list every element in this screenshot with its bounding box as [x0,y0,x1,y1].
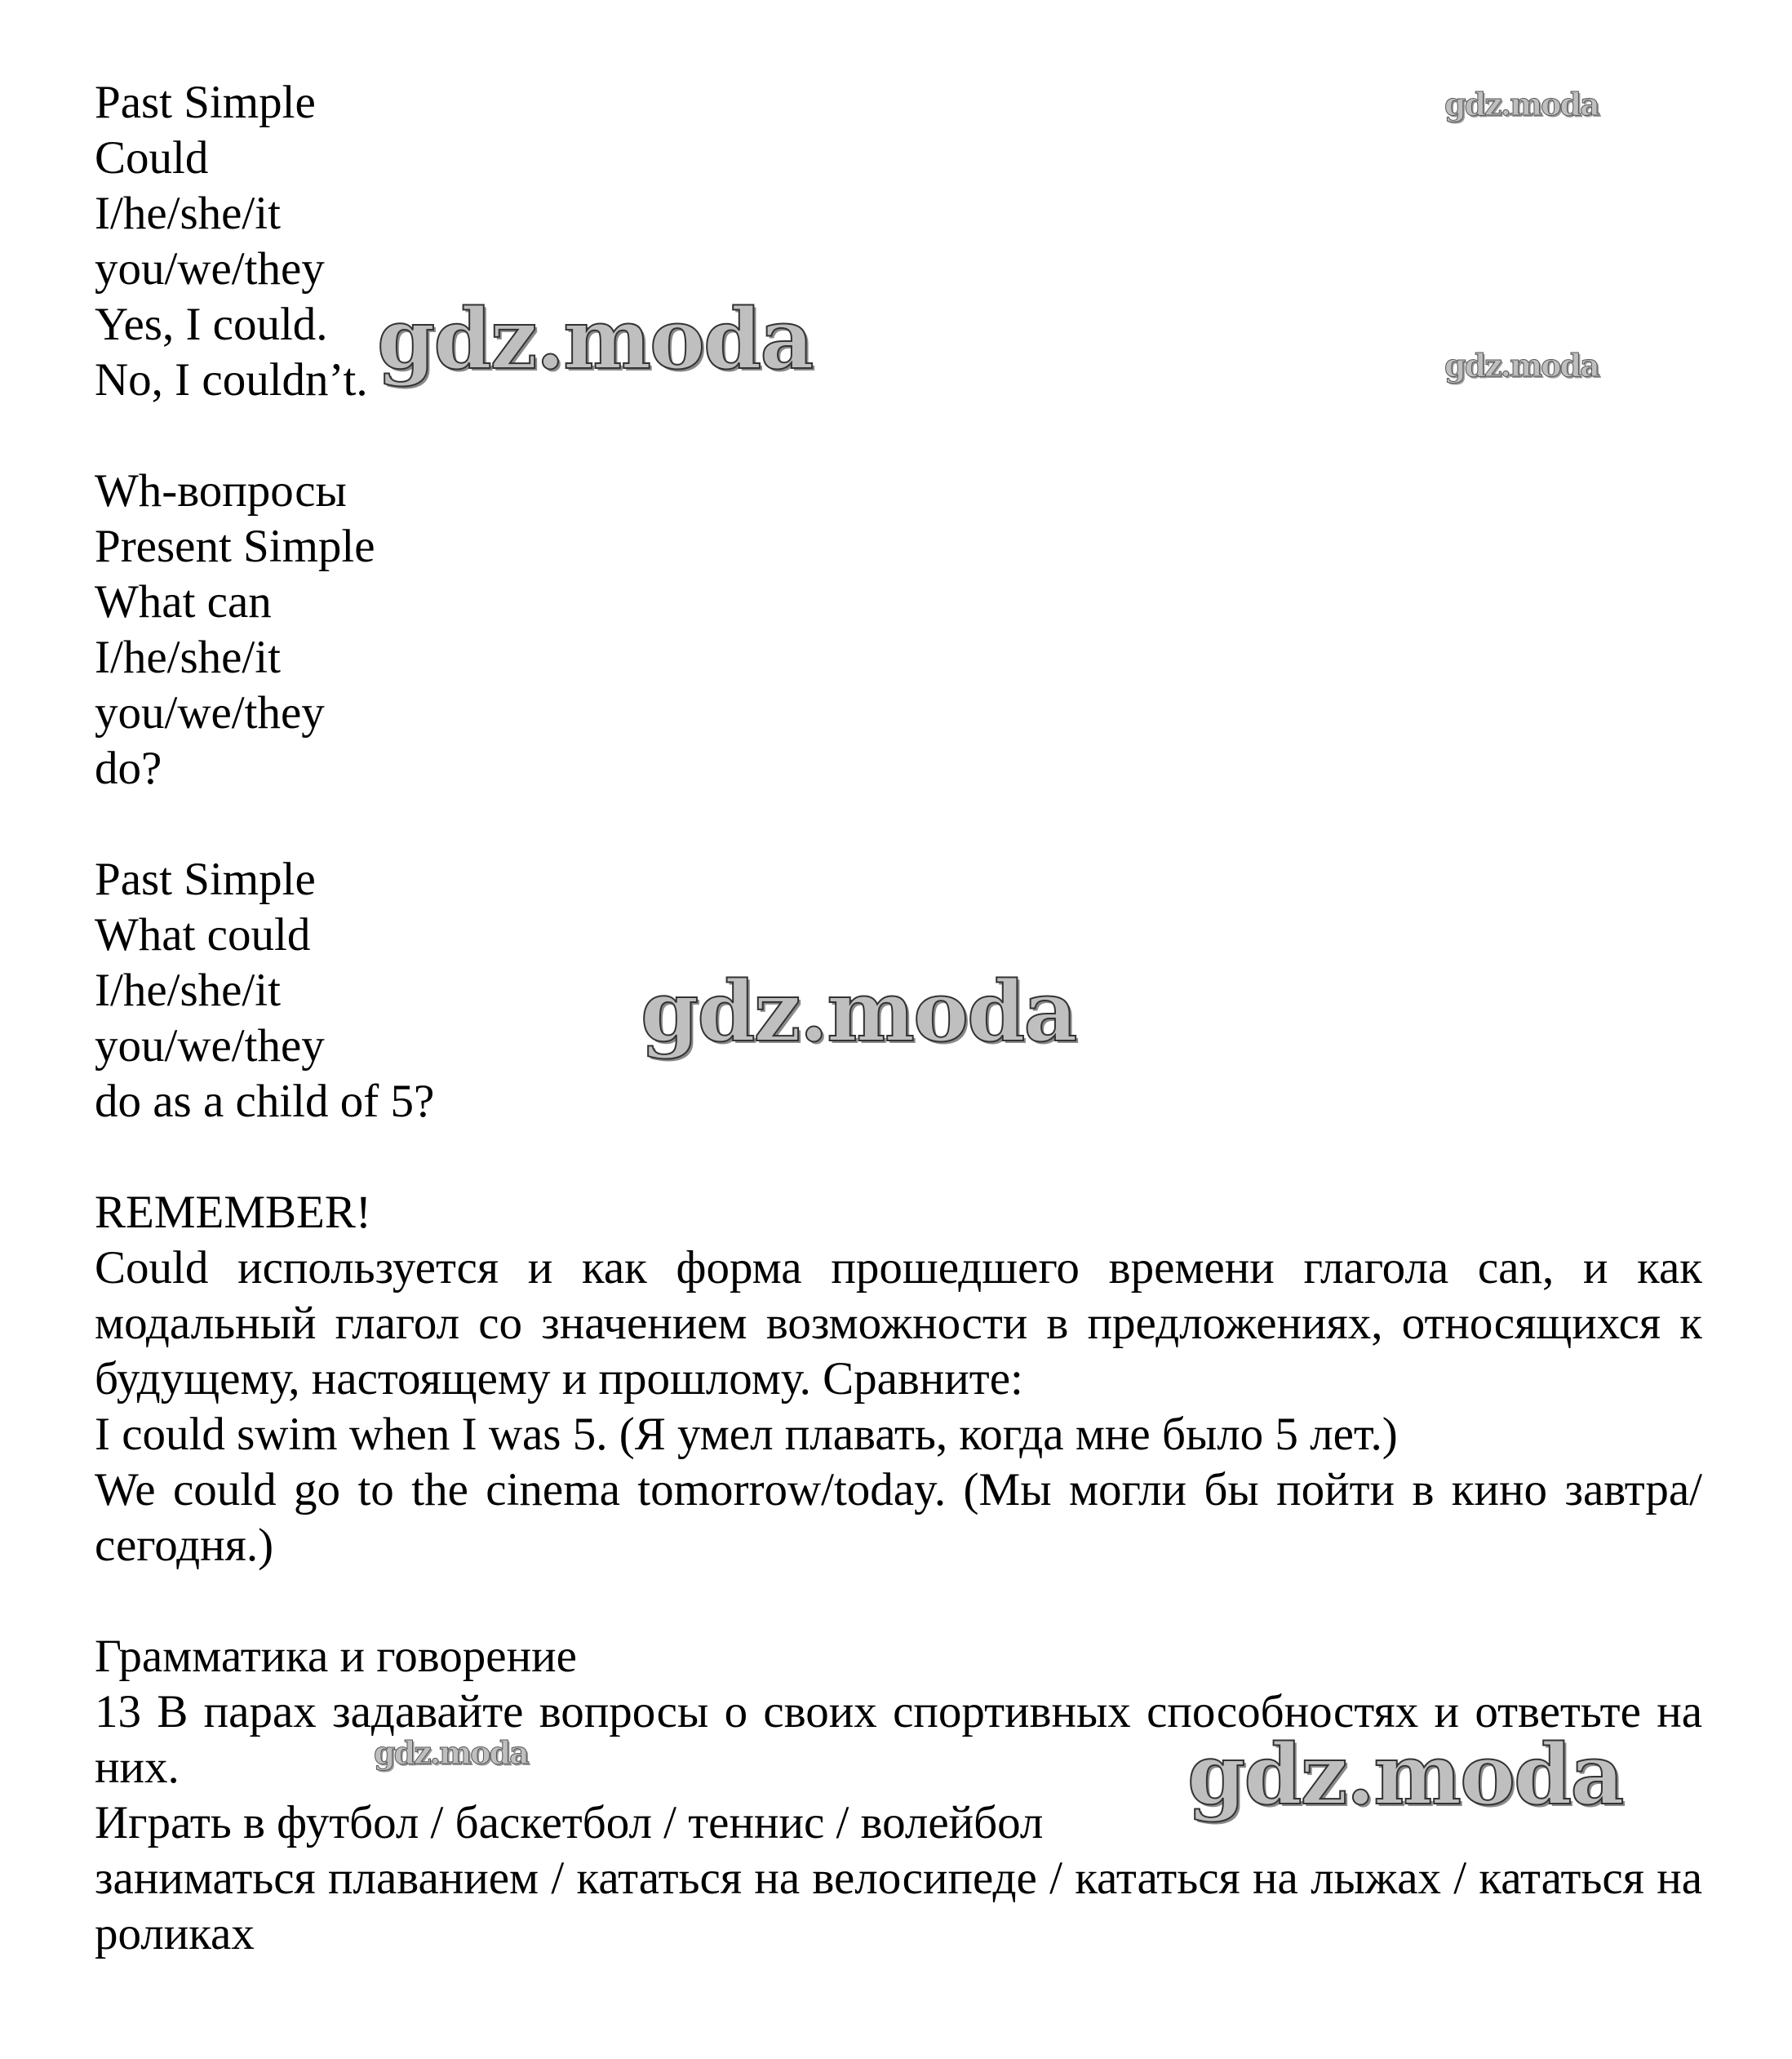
past-simple-heading: Past Simple [95,77,316,128]
remember-example-2: We could go to the cinema tomorrow/today. (Мы могли бы пойти в кино завтра/сегодня.) [95,1464,1702,1571]
past-line-yes: Yes, I could. [95,299,328,350]
remember-paragraph: Could используется и как форма прошедшего времени глагола can, и как модальный глагол со значением возможности в предложениях, относящихся к будущему, настоящему и прошлому. Сравните: [95,1242,1702,1404]
watermark-logo: gdz.moda [374,1734,528,1771]
present-simple-heading: Present Simple [95,521,375,572]
past-line-pronouns-plural: you/we/they [95,243,325,295]
wh-line-do: do? [95,743,162,794]
watermark-logo: gdz.moda [377,291,813,388]
grammar-list-2: заниматься плаванием / кататься на велосипеде / кататься на лыжах / кататься на роликах [95,1853,1702,1959]
remember-heading: REMEMBER! [95,1187,371,1238]
past2-line-what-could: What could [95,909,311,961]
past-line-could: Could [95,132,209,184]
watermark-logo: gdz.moda [1187,1726,1623,1824]
past-line-pronouns-singular: I/he/she/it [95,188,281,239]
grammar-list-1: Играть в футбол / баскетбол / теннис / волейбол [95,1797,1044,1848]
past2-line-pronouns-plural: you/we/they [95,1020,325,1072]
past-simple-heading-2: Past Simple [95,854,316,905]
grammar-task: 13 В парах задавайте вопросы о своих спортивных способностях и ответьте на них. [95,1686,1702,1793]
watermark-logo: gdz.moda [1444,86,1599,122]
past-line-no: No, I couldn’t. [95,354,368,406]
past2-line-pronouns-singular: I/he/she/it [95,965,281,1016]
wh-questions-heading: Wh-вопросы [95,465,347,517]
wh-line-pronouns-singular: I/he/she/it [95,632,281,683]
watermark-logo: gdz.moda [641,963,1076,1061]
wh-line-pronouns-plural: you/we/they [95,687,325,739]
wh-line-what-can: What can [95,576,272,628]
remember-example-1: I could swim when I was 5. (Я умел плавать, когда мне было 5 лет.) [95,1409,1398,1460]
watermark-logo: gdz.moda [1444,347,1599,384]
past2-line-do-as-child: do as a child of 5? [95,1076,435,1127]
grammar-heading: Грамматика и говорение [95,1631,577,1682]
